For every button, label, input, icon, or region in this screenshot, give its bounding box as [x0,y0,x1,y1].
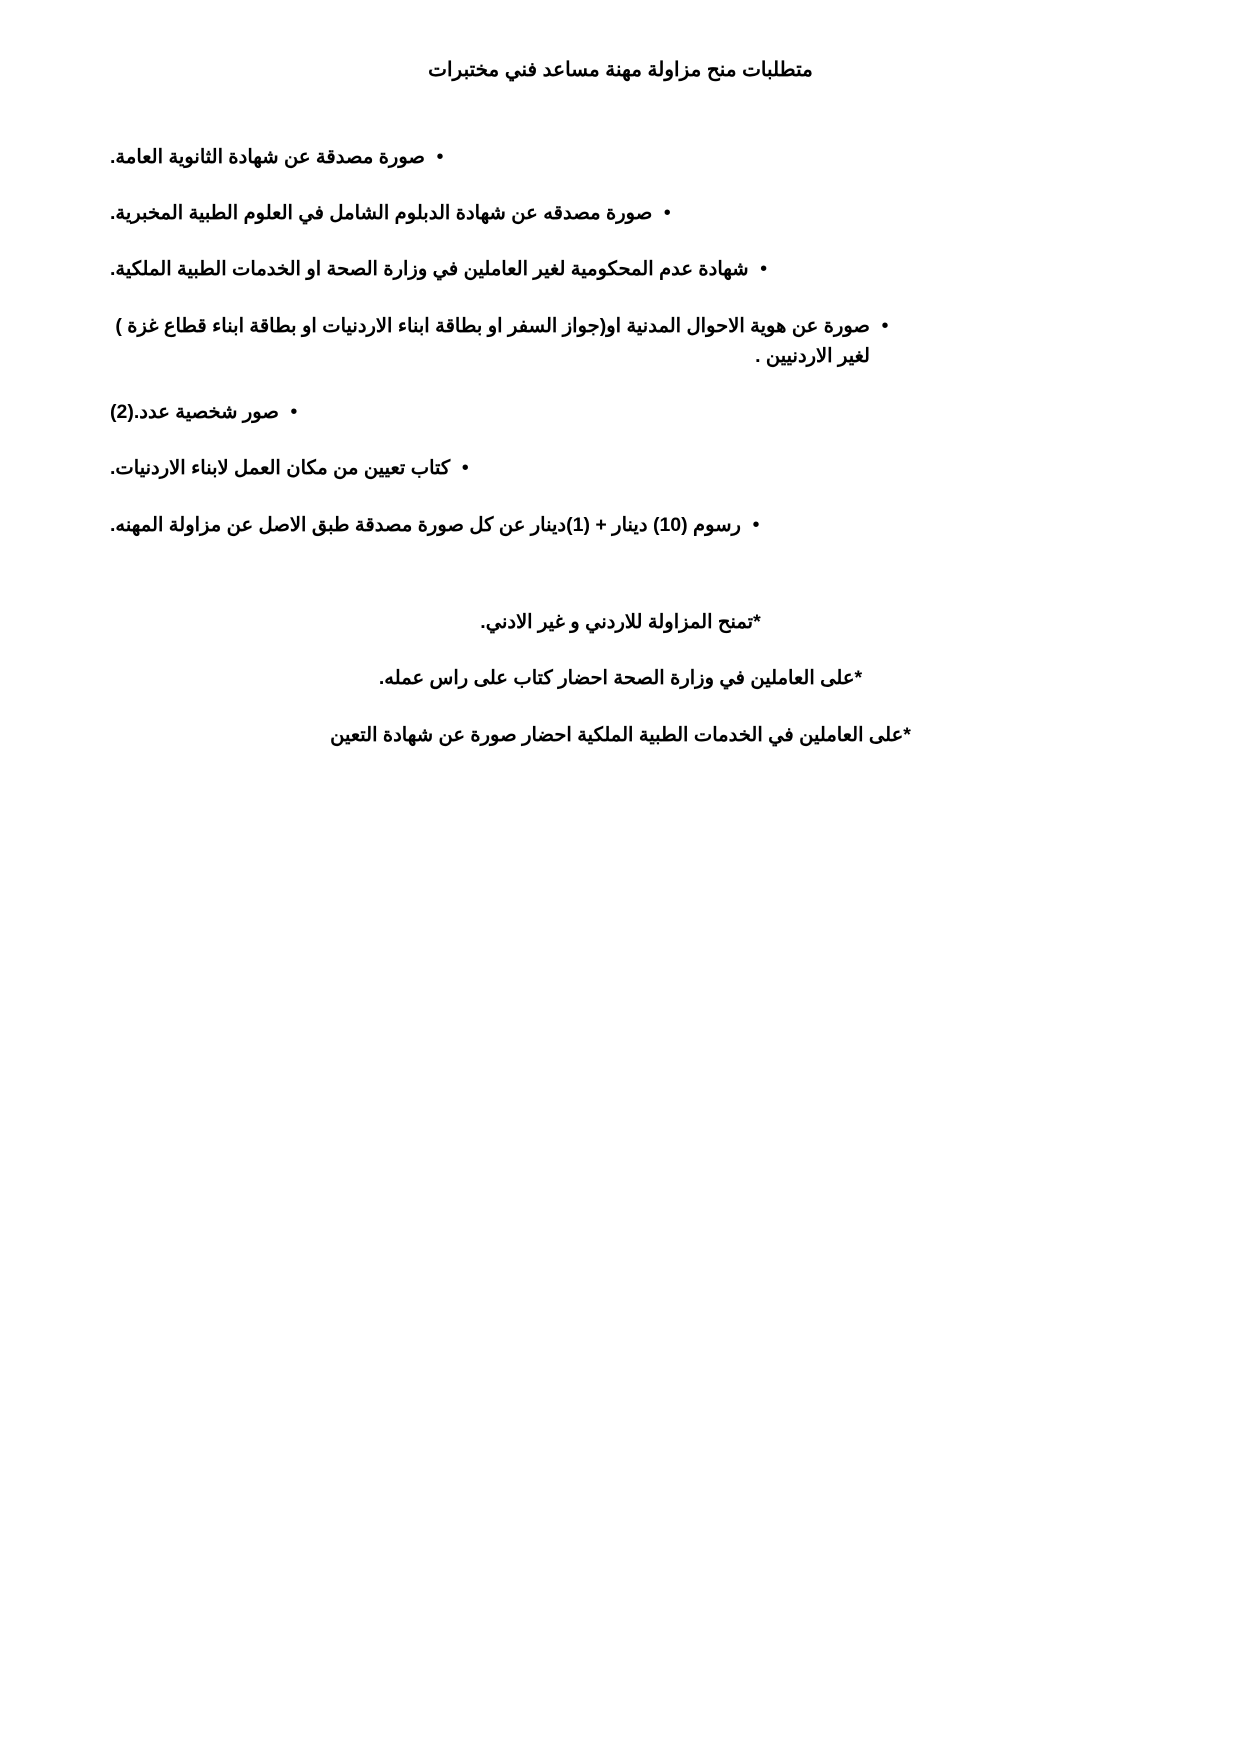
note-line: *على العاملين في وزارة الصحة احضار كتاب على راس عمله. [378,667,863,690]
list-item-text: صورة مصدقة عن شهادة الثانوية العامة. [110,146,425,168]
bullet-icon: • [436,146,444,168]
bullet-icon: • [290,401,298,424]
list-item-text: شهادة عدم المحكومية لغير العاملين في وزارة الصحة او الخدمات الطبية الملكية. [110,258,749,281]
list-item [110,453,1131,483]
bullet-icon: • [760,258,768,281]
list-item [110,198,1131,228]
note-line: *تمنح المزاولة للاردني و غير الادني. [480,610,761,633]
requirements-list [110,142,1131,540]
page-title: متطلبات منح مزاولة مهنة مساعد فني مختبرات [428,59,813,81]
list-item-text: كتاب تعيين من مكان العمل لابناء الاردنيات. [110,457,451,480]
bullet-icon: • [752,513,760,536]
list-item [110,142,1131,172]
bullet-icon: • [881,314,889,337]
list-item [110,510,1131,540]
list-item-text: صورة عن هوية الاحوال المدنية او(جواز السفر او بطاقة ابناء الاردنيات او بطاقة ابناء قطاع غزة ) لغير الاردنيين . [115,314,870,367]
notes-section [110,604,1131,754]
list-item [110,254,1131,284]
list-item-text: صورة مصدقه عن شهادة الدبلوم الشامل في العلوم الطبية المخبرية. [110,202,653,225]
bullet-icon: • [663,202,671,225]
list-item-text: رسوم (10) دينار + (1)دينار عن كل صورة مصدقة طبق الاصل عن مزاولة المهنه. [110,513,741,536]
list-item-text: صور شخصية عدد.(2) [110,401,279,424]
note-line: *على العاملين في الخدمات الطبية الملكية احضار صورة عن شهادة التعين [330,723,911,746]
list-item [110,311,1131,371]
list-item [110,397,1131,427]
bullet-icon: • [461,457,469,480]
